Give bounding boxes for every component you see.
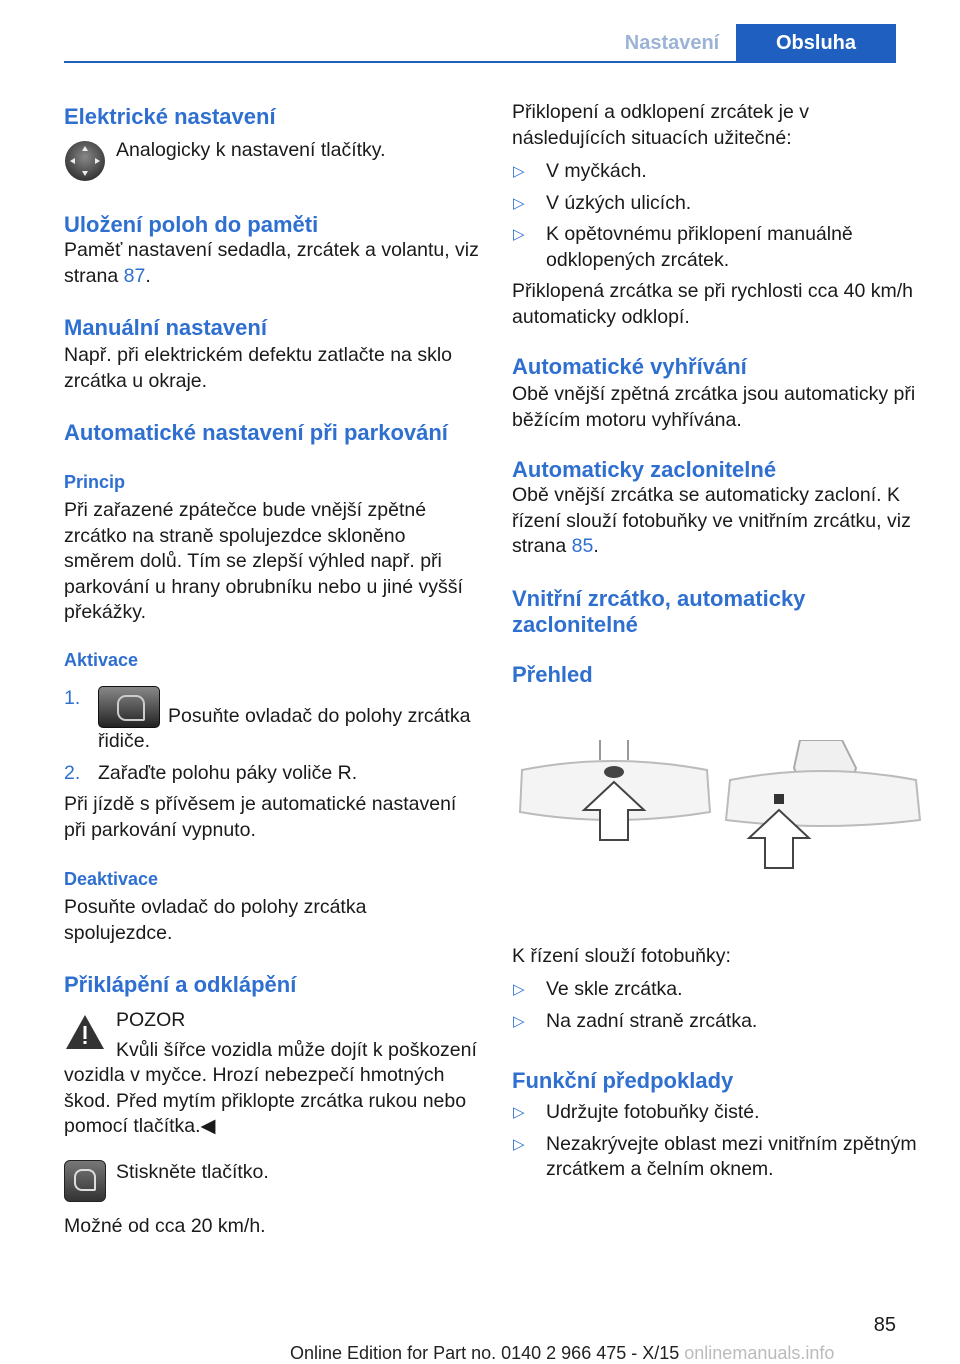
bullet-item: ▷ Nezakrývejte oblast mezi vnitřním zpětným zrcátkem a čelním oknem. [513, 1132, 917, 1180]
triangle-bullet-icon: ▷ [513, 194, 525, 212]
page-ref-85[interactable]: 85 [571, 535, 594, 557]
triangle-bullet-icon: ▷ [513, 1104, 525, 1121]
direction-pad-icon [64, 140, 106, 182]
triangle-bullet-icon: ▷ [513, 1012, 525, 1030]
elektricke-row [64, 138, 480, 182]
bullet-item: ▷ Udržujte fotobuňky čisté. [512, 1100, 928, 1126]
triangle-bullet-icon: ▷ [513, 163, 525, 180]
heading-elektricke-nastaveni: Elektrické nastavení [64, 104, 276, 129]
page-ref-87[interactable]: 87 [123, 264, 146, 287]
bullet-item: ▷ Na zadní straně zrcátka. [512, 1009, 928, 1035]
stisknete-text: Stiskněte tlačítko. [116, 1160, 269, 1183]
header-rule [64, 61, 896, 63]
heading-princip: Princip [64, 472, 126, 492]
triangle-bullet-icon: ▷ [513, 981, 525, 998]
tab-nastaveni[interactable]: Nastavení [624, 32, 720, 54]
priklopeni-intro: Přiklopení a odklopení zrcátek je v následujících situacích užitečné: [512, 101, 809, 149]
fotobunky-intro: K řízení slouží fotobuňky: [512, 944, 731, 967]
mozne-text: Možné od cca 20 km/h. [64, 1214, 266, 1237]
page-number: 85 [873, 1314, 896, 1336]
bullet-item: ▷ K opětovnému přiklopení manuálně odklopených zrcátek. [513, 223, 853, 271]
heading-funkcni-predpoklady: Funkční předpoklady [512, 1068, 734, 1093]
manualni-text: Např. při elektrickém defektu zatlačte na sklo zrcátka u okraje. [64, 344, 453, 392]
ulozeni-text: Paměť nastavení sedadla, zrcátek a volantu, viz strana 87. [64, 239, 479, 287]
heading-manualni-nastaveni: Manuální nastavení [64, 315, 267, 340]
heading-deaktivace: Deaktivace [64, 869, 159, 889]
bullet-item: ▷ Ve skle zrcátka. [512, 977, 928, 1003]
pozor-text: Kvůli šířce vozidla může dojít k poškození vozidla v myčce. Hrozí nebezpečí hmotných škod. Před mytím přiklopte zrcátka rukou nebo pomocí tlačítka.◀ [64, 1038, 477, 1137]
aktivace-note: Při jízdě s přívěsem je automatické nastavení při parkování vypnuto. [64, 793, 457, 841]
heading-vnitrni-zrcatko: Vnitřní zrcátko, automaticky zaclonitelné [512, 585, 806, 637]
aktivace-step-1: 1. Posuňte ovladač do polohy zrcátka řidiče. [64, 686, 471, 752]
step-number: 2. [64, 761, 81, 784]
fold-mirror-button-icon [64, 1160, 106, 1202]
warning-triangle-icon [64, 1012, 106, 1052]
priklopeni-note: Přiklopená zrcátka se při rychlosti cca 40 km/h automaticky odklopí. [512, 280, 913, 328]
deaktivace-text: Posuňte ovladač do polohy zrcátka spolujezdce. [64, 896, 367, 944]
princip-text: Při zařazené zpátečce bude vnější zpětné zrcátko na straně spolujezdce skloněno směrem dolů. Tím se zlepší výhled např. při parkování u hrany obrubníku nebo u jiné vyšší překážky. [64, 499, 463, 623]
heading-vyhrivani: Automatické vyhřívání [512, 354, 747, 379]
heading-ulozeni-poloh: Uložení poloh do paměti [64, 212, 319, 237]
watermark: onlinemanuals.info [684, 1343, 835, 1363]
triangle-bullet-icon: ▷ [513, 226, 525, 243]
stisknete-row [64, 1160, 480, 1204]
bullet-item: ▷ V úzkých ulicích. [512, 191, 928, 217]
footer-edition: Online Edition for Part no. 0140 2 966 475 - X/15 onlinemanuals.info [290, 1343, 835, 1363]
zaclonitelne-text: Obě vnější zrcátka se automaticky zacloní. K řízení slouží fotobuňky ve vnitřním zrcátku, viz strana 85. [512, 484, 911, 557]
heading-priklapeni: Přiklápění a odklápění [64, 972, 297, 997]
warning-block [64, 1008, 480, 1140]
tab-obsluha[interactable]: Obsluha [736, 24, 896, 62]
heading-prehled: Přehled [512, 661, 593, 687]
right-column [512, 100, 928, 1183]
aktivace-step-2: 2. Zařaďte polohu páky voliče R. [64, 761, 480, 787]
bullet-item: ▷ V myčkách. [512, 159, 928, 185]
vyhrivani-text: Obě vnější zpětná zrcátka jsou automaticky při běžícím motoru vyhřívána. [512, 383, 916, 431]
interior-mirror-illustration [512, 740, 928, 890]
pozor-label: POZOR [116, 1009, 186, 1031]
left-column [64, 100, 480, 1239]
heading-aktivace: Aktivace [64, 649, 139, 670]
step-number: 1. [64, 686, 81, 709]
elektricke-text: Analogicky k nastavení tlačítky. [116, 139, 386, 161]
heading-zaclonitelne: Automaticky zaclonitelné [512, 457, 777, 482]
heading-automaticke-parkovani: Automatické nastavení při parkování [64, 420, 448, 445]
knob-button-icon [98, 686, 160, 728]
triangle-bullet-icon: ▷ [513, 1135, 525, 1153]
